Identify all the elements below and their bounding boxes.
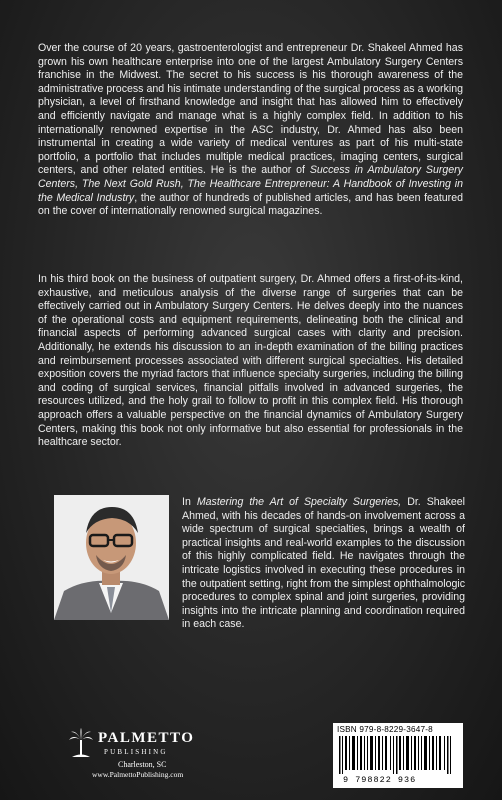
author-portrait-image — [54, 495, 169, 620]
publisher-subtitle: PUBLISHING — [104, 748, 168, 756]
book-title: Mastering the Art of Specialty Surgeries, — [196, 496, 402, 508]
bio-text-part1: Over the course of 20 years, gastroenterologist and entrepreneur Dr. Shakeel Ahmed has grown his own healthcare enterprise into one of the largest Ambulatory Surgery Centers franchise in the Midwest. The secret to his success is his thorough awareness of the administrative process and his intimate understanding of the surgical process as a working physician, a level of firsthand knowledge and insight that has allowed him to effectively and efficiently navigate and manage what is a highly complex field. In addition to his internationally renowned expertise in the ASC industry, Dr. Ahmed has also been instrumental in creating a wide variety of medical ventures as part of his multi-state portfolio, a portfolio that includes multiple medical practices, imaging centers, surgical centers, and other related entities. He is the author of — [38, 42, 463, 177]
isbn-label: ISBN 979-8-8229-3647-8 — [337, 725, 433, 734]
book-intro-paragraph — [182, 496, 465, 632]
palmetto-tree-icon — [68, 728, 94, 758]
publisher-city: Charleston, SC — [118, 760, 167, 769]
author-bio-paragraph — [38, 42, 463, 219]
intro-text: Dr. Shakeel Ahmed, with his decades of hands-on involvement across a wide spectrum of surgical specialties, brings a wealth of practical insights and real-world examples to the discussion of this highly complicated field. He navigates through the intricate logistics involved in executing these procedures in the outpatient setting, right from the simplest ophthalmologic procedures to complex spinal and joint surgeries, providing insights into the intricate planning and coordination required in each case. — [182, 496, 465, 631]
publisher-url: www.PalmettoPublishing.com — [92, 770, 184, 779]
publisher-name: PALMETTO — [98, 730, 195, 746]
intro-prefix: In — [182, 496, 197, 508]
barcode-number: 9 798822 936 — [343, 775, 417, 785]
book-summary-paragraph: In his third book on the business of outpatient surgery, Dr. Ahmed offers a first-of-its-kind, exhaustive, and meticulous analysis of the diverse range of surgeries that can be effectively carried out in Ambulatory Surgery Centers. He delves deeply into the nuances of the operational costs and equipment requirements, delineating both the clinical and financial aspects of performing advanced surgical cases with clarity and precision. Additionally, he extends his discussion to an in-depth examination of the billing practices and reimbursement processes associated with different surgical specialties. His detailed exposition covers the myriad factors that influence specialty surgeries, including the billing and coding of surgical services, financial pitfalls involved in advanced surgeries, the resources utilized, and the holy grail to follow to profit in this complex field. His thorough approach offers a valuable perspective on the financial dynamics of Ambulatory Surgery Centers, making this book not only informative but also essential for professionals in the healthcare sector. — [38, 273, 463, 449]
book-titles: Success in Ambulatory Surgery Centers, The Next Gold Rush, The Healthcare Entrepreneur: A Handbook of Investing in the Medical Industry — [38, 164, 463, 204]
barcode-bars-icon — [339, 736, 457, 774]
isbn-barcode — [333, 723, 463, 788]
bio-text-part2: , the author of hundreds of published articles, and has been featured on the cover of internationally renowned surgical magazines. — [38, 191, 463, 218]
author-photo — [54, 495, 169, 620]
